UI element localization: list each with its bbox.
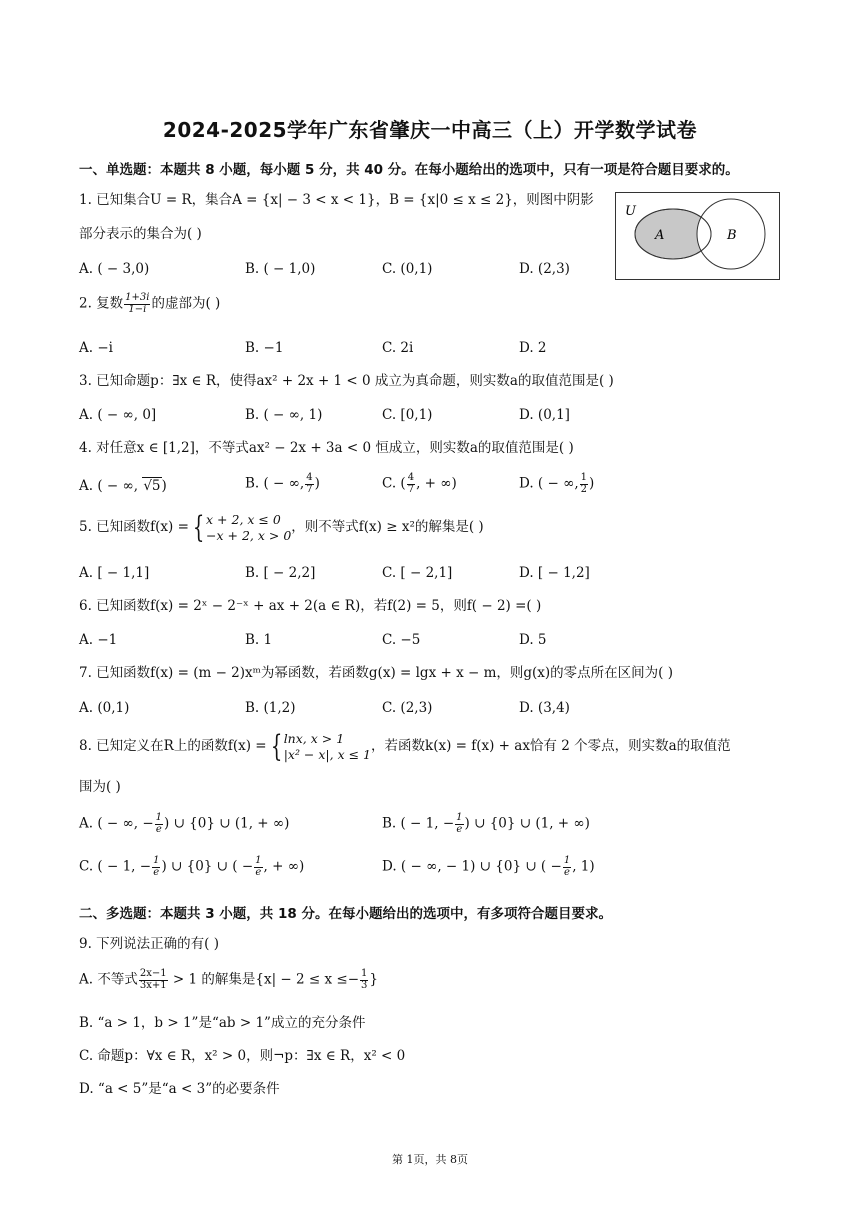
option-text: ) [589, 475, 595, 492]
question-3-option-c: C. [0,1) [382, 407, 433, 423]
question-8-option-a [79, 813, 289, 835]
question-7-option-a: A. (0,1) [79, 700, 130, 716]
denominator: e [153, 866, 160, 878]
stem-text: 8. 已知定义在R上的函数f(x) = [79, 738, 267, 755]
venn-diagram [615, 192, 780, 280]
question-6-option-d: D. 5 [519, 632, 547, 648]
numerator: 1 [255, 855, 262, 866]
denominator: 3x+1 [139, 979, 167, 991]
fraction [407, 473, 415, 495]
venn-label-b: B [727, 228, 737, 243]
denominator: 7 [407, 483, 415, 495]
question-2-fraction [124, 293, 150, 315]
question-8-option-d [382, 856, 595, 878]
question-1-option-d: D. (2,3) [519, 261, 570, 277]
question-5-stem [79, 509, 484, 545]
question-8-option-c [79, 856, 304, 878]
question-5-option-b: B. [ − 2,2] [245, 565, 316, 581]
option-text: ) ∪ {0} ∪ (1, + ∞) [464, 815, 590, 832]
question-2-option-d: D. 2 [519, 340, 547, 356]
question-4-stem: 4. 对任意x ∈ [1,2]，不等式ax² − 2x + 3a < 0 恒成立，则实数a的取值范围是( ) [79, 440, 574, 456]
page-title: 2024-2025学年广东省肇庆一中高三（上）开学数学试卷 [162, 118, 698, 142]
numerator: 4 [306, 472, 313, 483]
numerator: 4 [407, 472, 415, 483]
question-4-option-c [382, 473, 457, 495]
question-1-stem-line1: 1. 已知集合U = R，集合A = {x| − 3 < x < 1}，B = {x|0 ≤ x ≤ 2}，则图中阴影 [79, 192, 594, 208]
question-7-option-d: D. (3,4) [519, 700, 570, 716]
question-4-option-b [245, 473, 320, 495]
denominator: 3 [361, 979, 368, 991]
stem-text: ，若函数k(x) = f(x) + ax恰有 2 个零点，则实数a的取值范 [371, 738, 731, 755]
option-text: ) ∪ {0} ∪ (1, + ∞) [164, 815, 290, 832]
numerator: 1 [580, 472, 587, 483]
option-text: B. ( − 1, − [382, 815, 455, 832]
piecewise-brace: { [192, 509, 205, 545]
question-7-stem: 7. 已知函数f(x) = (m − 2)xᵐ为幂函数，若函数g(x) = lgx + x − m，则g(x)的零点所在区间为( ) [79, 665, 673, 681]
option-text: A. 不等式 [79, 971, 138, 988]
fraction [563, 856, 571, 878]
case-2: |x² − x|, x ≤ 1 [283, 746, 372, 762]
option-text: , + ∞) [416, 475, 457, 492]
fraction [254, 856, 262, 878]
question-7-option-b: B. (1,2) [245, 700, 296, 716]
question-3-stem: 3. 已知命题p：∃x ∈ R，使得ax² + 2x + 1 < 0 成立为真命题，则实数a的取值范围是( ) [79, 373, 614, 389]
option-text: D. ( − ∞, − 1) ∪ {0} ∪ ( − [382, 858, 562, 875]
question-3-option-a: A. ( − ∞, 0] [79, 407, 157, 423]
question-6-stem: 6. 已知函数f(x) = 2ˣ − 2⁻ˣ + ax + 2(a ∈ R)，若f(2) = 5，则f( − 2) =( ) [79, 598, 542, 614]
question-7-option-c: C. (2,3) [382, 700, 433, 716]
question-6-option-b: B. 1 [245, 632, 273, 648]
option-text: A. ( − ∞, − [79, 815, 154, 832]
option-text: , + ∞) [263, 858, 305, 875]
fraction [455, 813, 463, 835]
option-text: ) [314, 475, 320, 492]
section-heading-single-choice: 一、单选题：本题共 8 小题，每小题 5 分，共 40 分。在每小题给出的选项中，只有一项是符合题目要求的。 [79, 162, 739, 178]
question-4-option-d [519, 473, 594, 495]
piecewise-cases [206, 512, 291, 543]
question-6-option-a: A. −1 [79, 632, 118, 648]
fraction [305, 473, 313, 495]
fraction [152, 856, 160, 878]
question-9-option-d: D. “a < 5”是“a < 3”的必要条件 [79, 1081, 280, 1097]
question-5-option-d: D. [ − 1,2] [519, 565, 590, 581]
option-text: C. ( [382, 475, 406, 492]
fraction [139, 969, 168, 991]
page-footer: 第 1页，共 8页 [392, 1153, 468, 1166]
question-1-option-c: C. (0,1) [382, 261, 433, 277]
question-2-option-a: A. −i [79, 340, 113, 356]
question-9-option-c: C. 命题p：∀x ∈ R，x² > 0，则¬p：∃x ∈ R，x² < 0 [79, 1048, 406, 1064]
numerator: 1 [563, 855, 571, 866]
case-1: x + 2, x ≤ 0 [206, 512, 281, 527]
question-9-option-b: B. “a > 1，b > 1”是“ab > 1”成立的充分条件 [79, 1015, 366, 1031]
option-text: B. ( − ∞, [245, 475, 305, 492]
question-2-denominator: 1−i [128, 303, 147, 315]
denominator: 7 [306, 483, 313, 495]
question-5-option-a: A. [ − 1,1] [79, 565, 150, 581]
question-9-option-a [79, 969, 378, 991]
question-2-numerator: 1+3i [125, 292, 150, 303]
piecewise-brace: { [270, 728, 282, 764]
numerator: 2x−1 [139, 968, 167, 979]
piecewise-cases [284, 731, 371, 762]
fraction [360, 969, 368, 991]
denominator: e [255, 866, 262, 878]
option-text: ) [161, 478, 167, 494]
question-2-option-b: B. −1 [245, 340, 284, 356]
option-text: } [369, 971, 378, 988]
venn-label-a: A [655, 228, 665, 243]
question-8-stem-line2: 围为( ) [79, 779, 121, 795]
option-text: C. ( − 1, − [79, 858, 152, 875]
stem-text: 5. 已知函数f(x) = [79, 519, 189, 536]
question-9-stem: 9. 下列说法正确的有( ) [79, 936, 219, 952]
question-3-option-d: D. (0,1] [519, 407, 570, 423]
question-2-stem-post: 的虚部为( ) [151, 295, 221, 312]
fraction [155, 813, 163, 835]
case-1: lnx, x > 1 [283, 731, 345, 746]
question-1-option-a: A. ( − 3,0) [79, 261, 150, 277]
question-8-stem-line1 [79, 728, 731, 764]
venn-label-u: U [625, 204, 636, 219]
question-3-option-b: B. ( − ∞, 1) [245, 407, 323, 423]
denominator: e [456, 823, 463, 835]
case-2: −x + 2, x > 0 [206, 527, 292, 543]
question-1-option-b: B. ( − 1,0) [245, 261, 316, 277]
question-2-stem-pre: 2. 复数 [79, 295, 124, 312]
question-4-option-a [79, 478, 167, 494]
question-8-option-b [382, 813, 590, 835]
option-text: ) ∪ {0} ∪ ( − [161, 858, 254, 875]
sqrt-value: √5 [143, 478, 161, 494]
numerator: 1 [361, 968, 368, 979]
denominator: e [564, 866, 570, 878]
question-2-option-c: C. 2i [382, 340, 414, 356]
numerator: 1 [456, 812, 463, 823]
denominator: e [155, 823, 162, 835]
numerator: 1 [155, 812, 163, 823]
option-text: A. ( − ∞, [79, 478, 139, 494]
fraction [580, 473, 588, 495]
option-text: D. ( − ∞, [519, 475, 579, 492]
question-5-option-c: C. [ − 2,1] [382, 565, 453, 581]
question-6-option-c: C. −5 [382, 632, 421, 648]
denominator: 2 [580, 483, 587, 495]
question-1-stem-line2: 部分表示的集合为( ) [79, 226, 202, 242]
section-heading-multi-choice: 二、多选题：本题共 3 小题，共 18 分。在每小题给出的选项中，有多项符合题目要求。 [79, 906, 612, 922]
question-2-stem [79, 293, 220, 315]
option-text: , 1) [572, 858, 595, 875]
stem-text: ，则不等式f(x) ≥ x²的解集是( ) [291, 519, 484, 536]
numerator: 1 [153, 855, 160, 866]
option-text: > 1 的解集是{x| − 2 ≤ x ≤− [168, 971, 360, 988]
